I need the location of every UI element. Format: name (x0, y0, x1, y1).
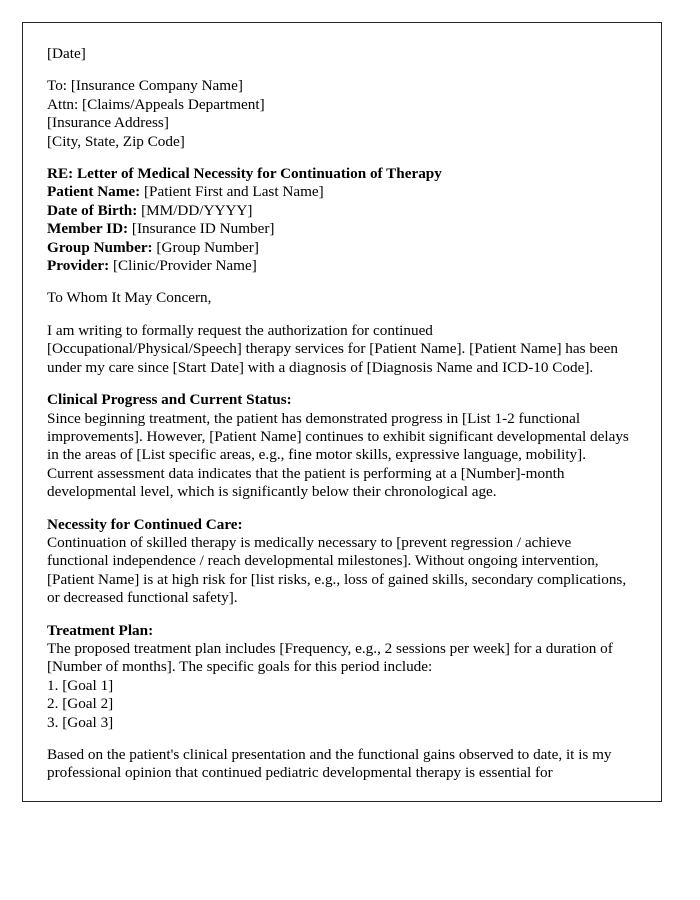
treatment-goal-item: 3. [Goal 3] (47, 713, 114, 731)
recipient-to-line: To: [Insurance Company Name] (47, 77, 243, 95)
section-necessity-continued-care (47, 516, 635, 608)
provider-value: [Clinic/Provider Name] (109, 257, 257, 275)
group-number-label: Group Number: (47, 238, 153, 256)
date-line: [Date] (47, 45, 86, 62)
section-necessity-continued-care-heading: Necessity for Continued Care: (47, 515, 243, 533)
recipient-attn-line: Attn: [Claims/Appeals Department] (47, 95, 265, 113)
patient-name-value: [Patient First and Last Name] (140, 183, 324, 201)
salutation-block (47, 289, 635, 307)
member-id-value: [Insurance ID Number] (128, 220, 275, 238)
section-clinical-progress-body: Since beginning treatment, the patient has demonstrated progress in [List 1-2 functional improvements]. However, [Patient Name] continues to exhibit significant developmental delays in the areas of [List specific areas, e.g., fine motor skills, expressive language, mobility]. Current assessment data indicates that the patient is performing at a [Number]-month developmental level, which is significantly below their chronological age. (47, 409, 629, 501)
letter-page (22, 22, 662, 802)
recipient-address-line: [Insurance Address] (47, 114, 169, 132)
salutation-line: To Whom It May Concern, (47, 289, 212, 307)
re-line (47, 165, 635, 183)
provider-label: Provider: (47, 257, 110, 275)
section-necessity-continued-care-body: Continuation of skilled therapy is medically necessary to [prevent regression / achieve functional independence / reach developmental milestones]. Without ongoing intervention, [Patient Name] is at high risk for [list risks, e.g., loss of gained skills, secondary complications, or decreased functional safety]. (47, 533, 627, 607)
section-treatment-plan-body: The proposed treatment plan includes [Frequency, e.g., 2 sessions per week] for a duration of [Number of months]. The specific goals for this period include: (47, 639, 613, 676)
intro-paragraph-line-2: [Occupational/Physical/Speech] therapy services for [Patient Name]. [Patient Name] has been under my care since [Start Date] with a diagnosis of [Diagnosis Name and ICD-10 Code]. (47, 340, 619, 376)
member-id-label: Member ID: (47, 220, 129, 238)
date-of-birth-line (47, 202, 635, 220)
recipient-block (47, 77, 635, 151)
section-clinical-progress-heading: Clinical Progress and Current Status: (47, 391, 292, 409)
reference-block (47, 165, 635, 275)
intro-paragraph-block (47, 322, 635, 377)
intro-paragraph-line-1: I am writing to formally request the authorization for continued (47, 321, 433, 339)
patient-name-label: Patient Name: (47, 183, 141, 201)
section-clinical-progress (47, 391, 635, 501)
date-of-birth-value: [MM/DD/YYYY] (137, 201, 253, 219)
letter-body (47, 45, 635, 783)
treatment-goal-item: 2. [Goal 2] (47, 695, 114, 713)
provider-line (47, 257, 635, 275)
recipient-city-state-zip-line: [City, State, Zip Code] (47, 132, 185, 150)
re-value: Letter of Medical Necessity for Continuation of Therapy (73, 165, 442, 183)
closing-paragraph-block (47, 746, 635, 783)
date-of-birth-label: Date of Birth: (47, 201, 138, 219)
re-label: RE: (47, 165, 74, 183)
date-line-block (47, 45, 635, 63)
closing-paragraph: Based on the patient's clinical presentation and the functional gains observed to date, it is my professional opinion that continued pediatric developmental therapy is essential for (47, 746, 612, 782)
group-number-line (47, 239, 635, 257)
patient-name-line (47, 183, 635, 201)
member-id-line (47, 220, 635, 238)
section-treatment-plan-heading: Treatment Plan: (47, 621, 154, 639)
treatment-goal-item: 1. [Goal 1] (47, 676, 114, 694)
group-number-value: [Group Number] (152, 238, 259, 256)
section-treatment-plan (47, 622, 635, 732)
